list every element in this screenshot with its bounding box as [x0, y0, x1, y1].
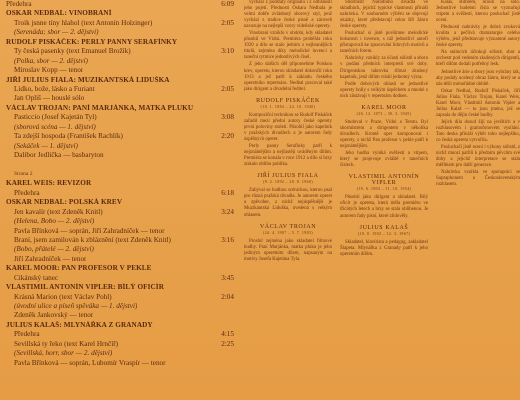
note-paragraph: Studoval v Praze, Vídni a Terstu. Byl sbormistrem a dirigentem v několika divadlech. Kromě oper komponoval i operety, z nichž Pan profesor v pekle patří k nejznámějším.: [340, 119, 428, 150]
track-row: [6, 85, 234, 94]
track-duration: 6:18: [221, 188, 234, 197]
track-duration: [214, 349, 234, 358]
track-text: Strana 2: [14, 170, 33, 177]
track-duration: [214, 359, 234, 368]
track-text: Pavla Břínková — soprán, Jiří Zahradníček — tenor: [14, 226, 165, 235]
track-row: [6, 302, 234, 311]
note-paragraph: Sbormistr Národního divadla ve skladbách, jejichž typické vlastnosti přináší nahrávka. V souborném výběru se objevují ukázky, které představují celou šíři žánru české operety.: [340, 0, 428, 30]
track-text: VÁCLAV TROJAN: PANÍ MARJÁNKA, MATKA PLUKU: [6, 103, 194, 112]
track-duration: 4:15: [221, 330, 234, 339]
track-duration: 3:16: [221, 235, 234, 244]
track-duration: [214, 104, 234, 113]
track-row: [6, 330, 234, 339]
track-text: (Helena, Bobo — 2. dějství): [14, 217, 95, 226]
note-paragraph: vychází z podstaty originálu i z odlišnosti jeho pojetí. Předností Oskara Nedbala je velmi dobře zvládnutý sborový styl, jenž vychází z tradice české písně a zároveň navazuje na nejlepší vzory vídeňské operety.: [244, 0, 332, 30]
track-row: [6, 132, 234, 141]
track-duration: 2:05: [221, 18, 234, 27]
track-duration: [214, 227, 234, 236]
track-row: [6, 245, 234, 254]
track-text: VLASTIMIL ANTONÍN VIPLER: BÍLÝ OFICÍR: [6, 283, 164, 292]
note-paragraph: Oskar Nedbal, Rudolf Piskáček, Jiří Julius Fiala, Václav Trojan, Karel Weis, Karel Moor, Vlastimil Antonín Vipler a Julius Kalaš — to jsou jména, jež se zapsala do dějin české hudby.: [436, 88, 520, 118]
track-heading: [6, 38, 234, 47]
track-duration: [214, 264, 234, 273]
note-paragraph: Jednotlivé árie a sbory jsou vybrány tak, aby podaly ucelený obraz žánru, který se u nás těšil mimořádné oblibě.: [436, 69, 520, 87]
track-duration: 3:08: [221, 113, 234, 122]
notes-column-2: [340, 0, 428, 400]
track-duration: [214, 66, 234, 75]
composer-dates: (10. 1. 1884 – 24. 10. 1940): [260, 104, 316, 109]
track-row: [6, 236, 234, 245]
track-row: [6, 274, 234, 283]
track-row: [6, 189, 234, 198]
track-text: (Sevillská, horr, sbor — 2. dějství): [14, 349, 113, 358]
track-duration: [214, 9, 234, 18]
track-duration: [214, 283, 234, 292]
track-duration: [214, 142, 234, 151]
track-duration: [214, 76, 234, 85]
track-text: KAREL WEIS: REVIZOR: [6, 179, 92, 188]
track-text: (úvodní ulice a píseň spěváka — 1. dějství): [14, 302, 138, 310]
track-row: [6, 208, 234, 217]
composer-dates: (18. 8. 1902 – 12. 3. 1967): [357, 231, 411, 236]
track-text: Jiří Zahradníček — tenor: [14, 254, 87, 263]
track-text: (Sekáček — 1. dějství): [14, 141, 78, 150]
composer-heading: VÁCLAV TROJAN: [259, 223, 317, 230]
track-text: Pavla Břínková — soprán, Lubomír Vraspír — tenor: [14, 358, 166, 367]
track-row: [6, 340, 234, 349]
track-text: Ty česká pasenky (text Emanuel Brožík): [14, 47, 131, 56]
track-text: Předehra: [6, 0, 32, 8]
track-heading: [6, 9, 234, 18]
track-duration: 2:05: [221, 84, 234, 93]
track-duration: [214, 311, 234, 320]
note-paragraph: Nahrávky vznikly za účasti sólistů a sboru v podání předních interpretů své doby. Dirigentskou taktovku třímal zkušený kapelník, jenž dílům vtiskl jednotný výraz.: [340, 56, 428, 80]
note-paragraph: Posluchači jistě ocení i výkony sólistů, z nichž mnozí patřili k předním pěvcům své doby a jejichž interpretace se stala měřítkem pro další generace.: [436, 145, 520, 169]
track-duration: 6:09: [221, 0, 234, 8]
note-paragraph: Nahrávka vznikla ve spolupráci se Supraphonem a Československým rozhlasem.: [436, 170, 520, 188]
track-text: Dalibor Jedlička — basbaryton: [14, 151, 104, 159]
note-paragraph: Posluchač si jistě povšimne melodické bohatosti i invence, s níž jednotliví autoři přistupovali ke zpracování lidových motivů a tanečních forem.: [340, 31, 428, 55]
track-duration: [214, 151, 234, 160]
note-paragraph: Z jeho dalších děl připomeňme Polskou krev, operetu, kterou skladatel dokončil roku 1913 a jež patří k základu českého operetního repertoáru. Nedbal pracoval také jako dirigent a divadelní ředitel.: [244, 62, 332, 92]
composer-heading: JULIUS KALAŠ: [359, 224, 409, 231]
track-text: Lidko, bože, lásko a Furiant: [14, 84, 95, 93]
track-row: [6, 142, 234, 151]
track-text: RUDOLF PISKÁČEK: PERLY PANNY SERAFÍNKY: [6, 37, 178, 46]
track-text: JULIUS KALAŠ: MLYNÁŘKA Z GRANADY: [6, 320, 153, 329]
track-heading: [6, 198, 234, 207]
track-row: [6, 293, 234, 302]
composer-heading: JIŘÍ JULIUS FIALA: [257, 173, 319, 180]
track-row: [6, 94, 234, 103]
track-row: [6, 19, 234, 28]
track-row: [6, 170, 234, 179]
track-text: (Bobo, přátelé — 2. dějství): [14, 245, 94, 254]
track-row: [6, 28, 234, 37]
track-row: [6, 227, 234, 236]
track-text: Ta zdejší hospoda (František Rachlík): [14, 132, 123, 141]
track-heading: [6, 76, 234, 85]
track-text: Braní, jsem zamilován k zbláznění (text Zdeněk Knitl): [14, 235, 171, 244]
composer-dates: (24. 4. 1907 – 5. 7. 1983): [263, 230, 313, 235]
track-duration: [214, 255, 234, 264]
track-row: [6, 359, 234, 368]
track-text: Cikánský tanec: [14, 273, 59, 282]
track-text: Předehra: [14, 188, 40, 197]
track-duration: 3:10: [221, 47, 234, 56]
note-paragraph: Podle dobových ohlasů se jednotlivé operety hrály s velkým úspěchem a mnohé z nich zůstávají v repertoáru dodnes.: [340, 81, 428, 99]
composer-heading: KAREL MOOR: [361, 104, 407, 111]
note-paragraph: Kompoziční technikou se Rudolf Piskáček zařadil mezi přední autory české operety první poloviny století. Působil jako kapelník v pražských divadlech a je autorem řady úspěšných operet.: [244, 112, 332, 142]
track-row: [6, 349, 234, 358]
note-paragraph: Jeho hudba vyniká svěžestí a vtipem, který se projevuje zvláště v tanečních číslech.: [340, 151, 428, 169]
track-heading: [6, 283, 234, 292]
notes-column-3: [436, 0, 520, 400]
track-duration: 3:45: [221, 273, 234, 282]
track-text: Předehra: [14, 330, 40, 339]
track-duration: [214, 321, 234, 330]
notes-column-1: [244, 0, 332, 400]
track-duration: [214, 123, 234, 132]
track-row: [6, 66, 234, 75]
track-duration: [214, 38, 234, 47]
track-row: [6, 47, 234, 56]
composer-heading: VLASTIMIL ANTONÍN VIPLER: [348, 174, 420, 187]
track-duration: 2:04: [221, 292, 234, 301]
track-text: Krásná Marion (text Václav Pohl): [14, 292, 112, 301]
track-row: [6, 160, 234, 169]
track-text: Sevillská ty řeko (text Karel Hrnčíř): [14, 339, 118, 348]
track-duration: [214, 28, 234, 37]
track-text: (sborová scéna — 1. dějství): [14, 122, 96, 131]
track-duration: [214, 245, 234, 254]
track-row: [6, 0, 234, 9]
track-duration: [214, 57, 234, 66]
track-heading: [6, 321, 234, 330]
note-paragraph: Vinobraní vzniklo v období, kdy skladatel působil ve Vídni. Premiéra proběhla roku 1920 a dílo se stalo jedním z nejhranějších titulů, zejména díky melodické invenci a taneční rytmice jednotlivých čísel.: [244, 31, 332, 61]
track-text: Jan Opliš — houslé sólo: [14, 94, 85, 103]
track-duration: 2:20: [221, 132, 234, 141]
track-text: Zdeněk Jankovský — tenor: [14, 311, 94, 320]
note-paragraph: Zabýval se hudbou scénickou, kterou psal pro různá pražská divadla. Je autorem operet a zpěvoher, z nichž nejúspěšnější je Muzikantská Liduška, uvedená s velkým ohlasem.: [244, 188, 332, 218]
track-row: [6, 113, 234, 122]
track-text: OSKAR NEDBAL: VINOBRANÍ: [6, 9, 112, 18]
track-text: (Serenáda; sbor — 2. dějství): [14, 28, 99, 37]
note-paragraph: Kalaš, Bilbrem, Šroub na sólo. Jednotlivé hudební čísla se vyznačují vtipem a svěžestí, kterou posluchač jistě ocení.: [436, 0, 520, 24]
track-heading: [6, 179, 234, 188]
composer-dates: (9. 2. 1892 – 28. 8. 1960): [263, 180, 313, 185]
track-duration: 3:24: [221, 207, 234, 216]
track-row: [6, 151, 234, 160]
track-text: Miroslav Kopp — tenor: [14, 66, 84, 75]
note-paragraph: Jejich díla dosud žijí na jevištích a v rozhlasovém i gramofonovém vysílání. Tato deska přináší výběr toho nejlepšího, co česká opereta vytvořila.: [436, 119, 520, 144]
track-text: (Polka, sbor — 2. dějství): [14, 56, 88, 65]
track-text: Pasticcio (Josef Kajetán Tyl): [14, 113, 97, 122]
track-text: Troik jsnne tíny hlahol (text Antonín Holzinger): [14, 18, 153, 27]
track-duration: [214, 160, 234, 169]
track-duration: [214, 170, 234, 179]
track-heading: [6, 264, 234, 273]
note-paragraph: Perly panny Serafínky patří k nejznámějším a nejčastěji uváděným dílům. Premiéra se konala v roce 1912 a dílo si brzy získalo oblibu publika.: [244, 144, 332, 168]
track-row: [6, 217, 234, 226]
note-paragraph: Působil jako dirigent a skladatel. Bílý oficír je opereta, která měla premiéru ve třicátých letech a brzy se stala oblíbenou. Je autorem řady písní, které zlidověly.: [340, 195, 428, 219]
track-row: [6, 57, 234, 66]
track-list: [6, 0, 234, 400]
composer-heading: RUDOLF PISKÁČEK: [256, 97, 320, 104]
track-duration: [214, 198, 234, 207]
track-text: OSKAR NEDBAL: POLSKÁ KREV: [6, 198, 123, 207]
track-text: Jen kavalír (text Zdeněk Knitl): [14, 207, 103, 216]
note-paragraph: Skladatel, klavírista a pedagog, zakladatel Šlapeta. Mlynářka z Granady patří k jeho operetním dílům.: [340, 239, 428, 257]
track-duration: [214, 302, 234, 311]
note-paragraph: Předností nahrávky je dobrá zvuková kvalita a pečlivá dramaturgie celého výběru, jenž představuje významné autory české operety.: [436, 25, 520, 49]
composer-dates: (26. 12. 1873 – 30. 3. 1945): [356, 111, 412, 116]
track-row: [6, 311, 234, 320]
note-paragraph: Na snímcích účinkují sólisté, sbor a orchestr pod vedením zkušených dirigentů, kteří dílům dodali potřebný lesk.: [436, 50, 520, 68]
track-row: [6, 255, 234, 264]
composer-dates: (19. 6. 1903 – 11. 10. 1954): [356, 187, 412, 192]
track-duration: [214, 179, 234, 188]
track-heading: [6, 104, 234, 113]
track-row: [6, 123, 234, 132]
track-duration: 2:25: [221, 339, 234, 348]
note-paragraph: Proslul zejména jako skladatel filmové hudby. Paní Marjánka, matka pluku je jeho jediným operetním dílem, napsaným na motivy Josefa Kajetána Tyla.: [244, 238, 332, 262]
track-text: KAREL MOOR: PAN PROFESOR V PEKLE: [6, 264, 152, 273]
track-text: JIŘÍ JULIUS FIALA: MUZIKANTSKÁ LIDUŠKA: [6, 75, 170, 84]
track-duration: [214, 94, 234, 103]
track-duration: [214, 217, 234, 226]
